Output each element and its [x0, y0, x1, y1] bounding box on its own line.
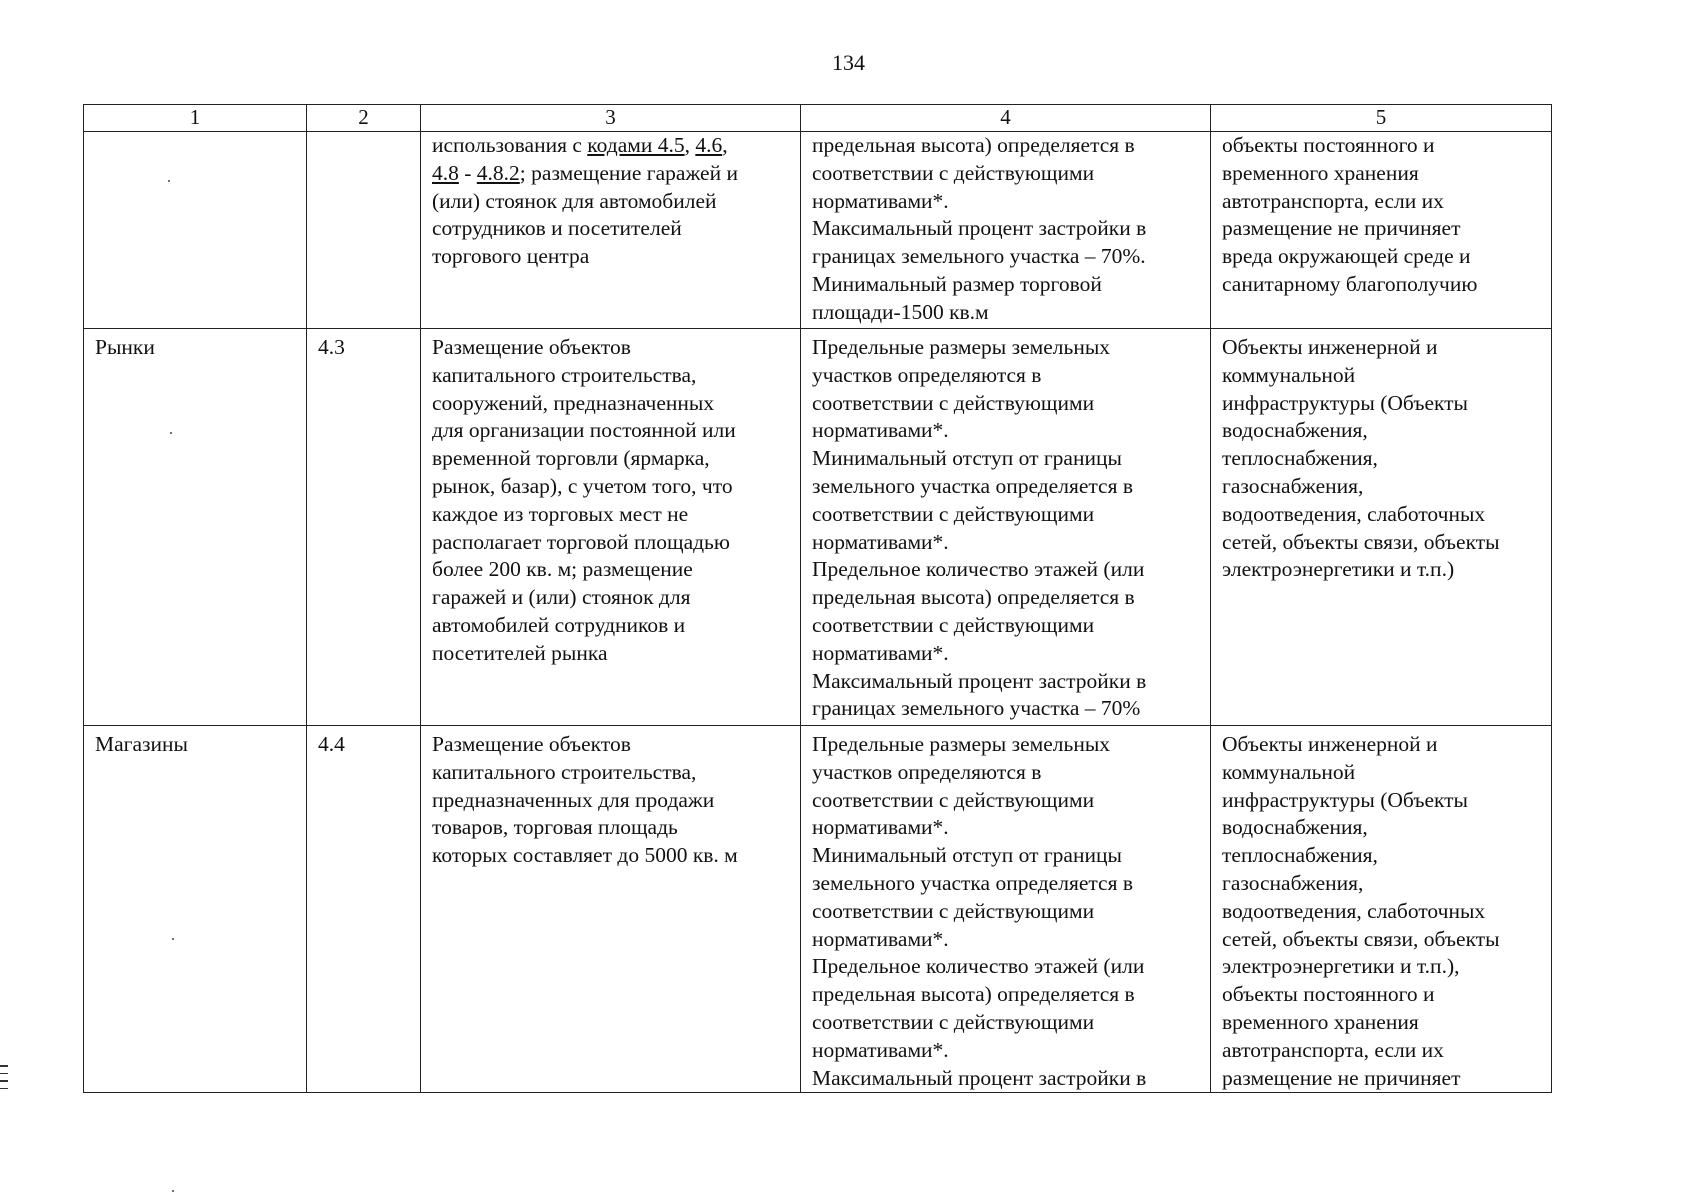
text-line: газоснабжения,	[1222, 473, 1364, 498]
header-col-2: 2	[307, 105, 421, 132]
table-row-rynki	[84, 329, 1552, 726]
text-line: границах земельного участка – 70%.	[812, 244, 1146, 269]
text-segment: ,	[684, 133, 696, 157]
text-line: теплоснабжения,	[1222, 843, 1378, 868]
text-line: соответствии с действующими	[812, 612, 1095, 637]
use-code-cell: 4.4	[307, 726, 421, 1093]
text-line: нормативами*.	[812, 529, 949, 554]
text-line: более 200 кв. м; размещение	[432, 557, 693, 582]
text-line: Минимальный отступ от границы	[812, 446, 1122, 471]
scan-speck	[172, 938, 174, 940]
use-parameters-cell	[801, 329, 1211, 726]
use-name-cell: Магазины	[84, 726, 307, 1093]
text-segment: ,	[722, 133, 728, 157]
text-segment: ; размещение гаражей и	[519, 160, 738, 185]
text-line: соответствии с действующими	[812, 501, 1095, 526]
text-line: электроэнергетики и т.п.),	[1222, 954, 1460, 979]
continuation-description-cell	[421, 132, 801, 329]
text-line: объекты постоянного и	[1222, 133, 1435, 157]
text-line: Предельное количество этажей (или	[812, 557, 1145, 582]
text-line: коммунальной	[1222, 759, 1356, 784]
text-line: размещение не причиняет	[1222, 216, 1461, 241]
text-line: площади-1500 кв.м	[812, 299, 989, 324]
text-line: временного хранения	[1222, 1009, 1419, 1034]
text-line: капитального строительства,	[432, 362, 697, 387]
text-line: временной торговли (ярмарка,	[432, 446, 710, 471]
text-line: размещение не причиняет	[1222, 1065, 1461, 1090]
text-line: предельная высота) определяется в	[812, 585, 1135, 610]
text-line: которых составляет до 5000 кв. м	[432, 843, 738, 868]
text-segment: сотрудников и посетителей	[432, 216, 682, 241]
scan-speck	[168, 180, 170, 182]
text-line: Максимальный процент застройки в	[812, 1065, 1147, 1090]
header-col-4: 4	[801, 105, 1211, 132]
text-line: водоотведения, слаботочных	[1222, 501, 1486, 526]
text-line: теплоснабжения,	[1222, 446, 1378, 471]
text-line: водоотведения, слаботочных	[1222, 898, 1486, 923]
text-line: Предельное количество этажей (или	[812, 954, 1145, 979]
text-line: границах земельного участка – 70%	[812, 696, 1141, 721]
text-line: рынок, базар), с учетом того, что	[432, 473, 733, 498]
text-line: участков определяются в	[812, 759, 1042, 784]
text-segment: (или) стоянок для автомобилей	[432, 188, 717, 213]
text-line: Объекты инженерной и	[1222, 732, 1438, 756]
text-line: предельная высота) определяется в	[812, 133, 1135, 157]
code-reference-link: кодами 4.5	[587, 133, 685, 157]
text-line: Размещение объектов	[432, 732, 631, 756]
text-line: сетей, объекты связи, объекты	[1222, 529, 1500, 554]
text-line: соответствии с действующими	[812, 898, 1095, 923]
continuation-name-cell	[84, 132, 307, 329]
use-auxiliary-cell	[1211, 329, 1552, 726]
text-line: электроэнергетики и т.п.)	[1222, 557, 1455, 582]
use-name-cell: Рынки	[84, 329, 307, 726]
text-line: санитарному благополучию	[1222, 271, 1478, 296]
use-code-cell: 4.3	[307, 329, 421, 726]
continuation-row	[84, 132, 1552, 329]
text-line: нормативами*.	[812, 418, 949, 443]
text-line: нормативами*.	[812, 815, 949, 840]
continuation-auxiliary-cell	[1211, 132, 1552, 329]
use-description-cell	[421, 726, 801, 1093]
text-line: Максимальный процент застройки в	[812, 216, 1147, 241]
code-reference-link: 4.8.2	[476, 160, 520, 185]
header-col-5: 5	[1211, 105, 1552, 132]
text-line: каждое из торговых мест не	[432, 501, 689, 526]
use-description-cell	[421, 329, 801, 726]
text-line: нормативами*.	[812, 1037, 949, 1062]
text-line: посетителей рынка	[432, 640, 608, 665]
code-reference-link: 4.6	[695, 133, 723, 157]
text-line: земельного участка определяется в	[812, 870, 1133, 895]
text-line: Объекты инженерной и	[1222, 335, 1438, 359]
scan-speck	[172, 1190, 174, 1192]
text-segment: -	[458, 160, 477, 185]
use-auxiliary-cell	[1211, 726, 1552, 1093]
use-parameters-cell	[801, 726, 1211, 1093]
text-line: автотранспорта, если их	[1222, 188, 1444, 213]
header-row	[84, 105, 1552, 132]
text-line: Предельные размеры земельных	[812, 335, 1111, 359]
text-line: земельного участка определяется в	[812, 473, 1133, 498]
continuation-code-cell	[307, 132, 421, 329]
text-segment: использования с	[432, 133, 588, 157]
text-line: Максимальный процент застройки в	[812, 668, 1147, 693]
header-col-1: 1	[84, 105, 307, 132]
text-line: сооружений, предназначенных	[432, 390, 715, 415]
text-line: товаров, торговая площадь	[432, 815, 678, 840]
header-col-3: 3	[421, 105, 801, 132]
text-line: предельная высота) определяется в	[812, 982, 1135, 1007]
text-line: Предельные размеры земельных	[812, 732, 1111, 756]
continuation-parameters-cell	[801, 132, 1211, 329]
text-line: нормативами*.	[812, 188, 949, 213]
text-line: Размещение объектов	[432, 335, 631, 359]
text-line: располагает торговой площадью	[432, 529, 730, 554]
text-line: коммунальной	[1222, 362, 1356, 387]
text-line: газоснабжения,	[1222, 870, 1364, 895]
text-line: капитального строительства,	[432, 759, 697, 784]
text-line: участков определяются в	[812, 362, 1042, 387]
text-line: нормативами*.	[812, 640, 949, 665]
text-line: соответствии с действующими	[812, 160, 1095, 185]
text-line: временного хранения	[1222, 160, 1419, 185]
scan-speck	[170, 432, 172, 434]
text-line: автомобилей сотрудников и	[432, 612, 686, 637]
text-line: автотранспорта, если их	[1222, 1037, 1444, 1062]
text-line: Минимальный размер торговой	[812, 271, 1102, 296]
page-number: 134	[832, 50, 865, 75]
text-line: Минимальный отступ от границы	[812, 843, 1122, 868]
text-line: вреда окружающей среде и	[1222, 244, 1471, 269]
scan-edge-marks	[0, 1065, 8, 1095]
text-line: соответствии с действующими	[812, 390, 1095, 415]
text-line: предназначенных для продажи	[432, 787, 715, 812]
text-line: объекты постоянного и	[1222, 982, 1435, 1007]
text-line: инфраструктуры (Объекты	[1222, 390, 1469, 415]
text-line: нормативами*.	[812, 926, 949, 951]
text-line: сетей, объекты связи, объекты	[1222, 926, 1500, 951]
text-line: соответствии с действующими	[812, 787, 1095, 812]
land-use-table	[83, 104, 1552, 1093]
text-line: соответствии с действующими	[812, 1009, 1095, 1034]
text-line: водоснабжения,	[1222, 418, 1368, 443]
text-line: для организации постоянной или	[432, 418, 736, 443]
code-reference-link: 4.8	[432, 160, 459, 185]
text-line: гаражей и (или) стоянок для	[432, 585, 691, 610]
text-segment: торгового центра	[432, 244, 590, 269]
text-line: инфраструктуры (Объекты	[1222, 787, 1469, 812]
text-line: водоснабжения,	[1222, 815, 1368, 840]
table-row-magaziny	[84, 726, 1552, 1093]
